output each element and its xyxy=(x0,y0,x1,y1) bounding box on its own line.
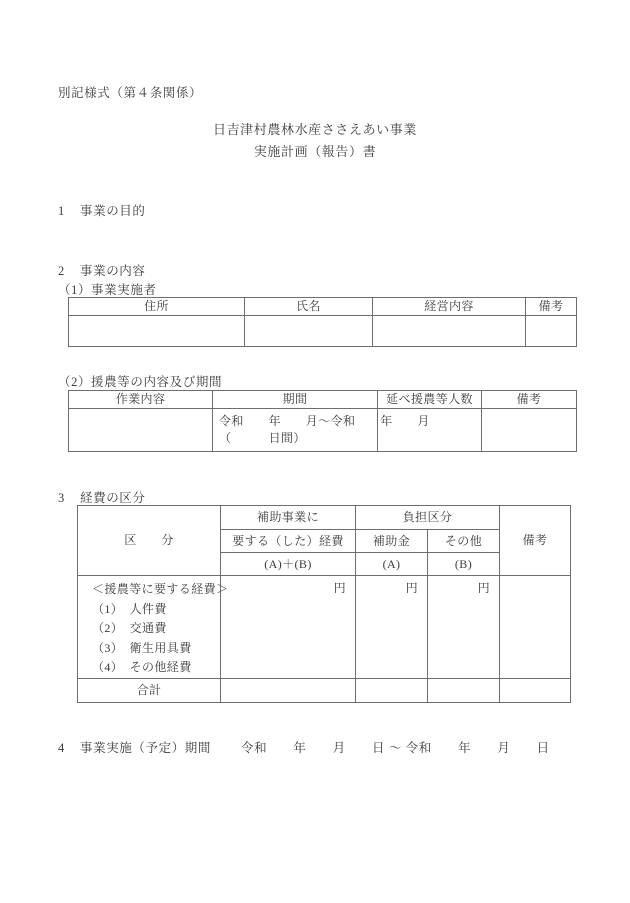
section-2-label: 事業の内容 xyxy=(80,264,146,278)
header-other-code: (B) xyxy=(428,553,500,576)
cell-total-subsidized-cost[interactable] xyxy=(221,678,356,702)
cell-period[interactable] xyxy=(213,409,430,452)
header-remarks: 備考 xyxy=(482,391,577,409)
section-1-number: 1 xyxy=(58,204,65,218)
header-period: 期間 xyxy=(213,391,378,409)
expense-item-4: （4） その他経費 xyxy=(92,660,192,674)
section-1-heading xyxy=(58,201,146,219)
cell-management[interactable] xyxy=(373,316,526,347)
header-other: その他 xyxy=(428,530,500,553)
section-4-heading xyxy=(58,738,550,756)
table-header-row-top xyxy=(78,506,571,530)
table-row[interactable] xyxy=(69,409,577,452)
header-remarks: 備考 xyxy=(526,298,577,316)
section-2-1-heading: （1）事業実施者 xyxy=(58,283,157,297)
section-2-2-heading: （2）援農等の内容及び期間 xyxy=(58,375,223,389)
cell-total-subsidy[interactable] xyxy=(356,678,428,702)
cell-total-remarks[interactable] xyxy=(500,678,571,702)
cell-total-other[interactable] xyxy=(428,678,500,702)
header-total-persons: 延べ援農等人数 xyxy=(378,391,482,409)
cell-remarks[interactable] xyxy=(482,409,577,452)
section-1-label: 事業の目的 xyxy=(80,204,146,218)
document-title xyxy=(0,119,630,163)
header-remarks: 備考 xyxy=(500,506,571,576)
period-line1: 令和 年 月～令和 年 月 xyxy=(219,414,430,428)
section-3-label: 経費の区分 xyxy=(80,491,146,505)
period-line2: （ 日間） xyxy=(219,431,306,445)
header-subsidized-cost-line1: 補助事業に xyxy=(221,506,356,530)
section-3-heading xyxy=(58,488,146,506)
cell-expense-item-list xyxy=(78,576,229,679)
expenses-table xyxy=(77,505,571,703)
cell-total-label: 合計 xyxy=(78,678,221,702)
header-category: 区 分 xyxy=(78,506,221,576)
cell-other-unit[interactable]: 円 xyxy=(428,576,500,679)
table-row-expense-items[interactable] xyxy=(78,576,571,679)
expense-group-label: ＜援農等に要する経費＞ xyxy=(92,582,229,596)
header-name: 氏名 xyxy=(245,298,373,316)
section-4-date-range[interactable]: 令和 年 月 日 ～ 令和 年 月 日 xyxy=(241,741,550,755)
cell-work-content[interactable] xyxy=(69,409,213,452)
cell-remarks[interactable] xyxy=(500,576,571,679)
implementer-table xyxy=(68,297,577,347)
header-subsidized-cost-line2: 要する（した）経費 xyxy=(221,530,356,553)
section-3-number: 3 xyxy=(58,491,65,505)
cell-subsidized-cost-unit[interactable]: 円 xyxy=(221,576,356,679)
header-management: 経営内容 xyxy=(373,298,526,316)
document-title-line2: 実施計画（報告）書 xyxy=(253,144,377,159)
header-subsidized-cost-line3: (A)＋(B) xyxy=(221,553,356,576)
section-4-number: 4 xyxy=(58,741,65,755)
header-work-content: 作業内容 xyxy=(69,391,213,409)
expense-item-1: （1） 人件費 xyxy=(92,601,167,616)
document-title-line1: 日吉津村農林水産ささえあい事業 xyxy=(212,122,417,137)
table-row[interactable] xyxy=(69,316,577,347)
header-burden-division: 負担区分 xyxy=(356,506,500,530)
section-2-number: 2 xyxy=(58,264,65,278)
section-4-label: 事業実施（予定）期間 xyxy=(80,741,212,755)
cell-subsidy-unit[interactable]: 円 xyxy=(356,576,428,679)
support-period-table xyxy=(68,390,577,452)
table-header-row xyxy=(69,391,577,409)
cell-name[interactable] xyxy=(245,316,373,347)
header-subsidy: 補助金 xyxy=(356,530,428,553)
table-row-total[interactable] xyxy=(78,678,571,702)
table-header-row xyxy=(69,298,577,316)
header-subsidy-code: (A) xyxy=(356,553,428,576)
expense-item-2: （2） 交通費 xyxy=(92,621,167,635)
header-address: 住所 xyxy=(69,298,245,316)
expense-item-3: （3） 衛生用具費 xyxy=(92,640,192,655)
section-2-heading xyxy=(58,261,146,279)
form-number: 別記様式（第４条関係） xyxy=(58,86,203,100)
cell-address[interactable] xyxy=(69,316,245,347)
cell-remarks[interactable] xyxy=(526,316,577,347)
